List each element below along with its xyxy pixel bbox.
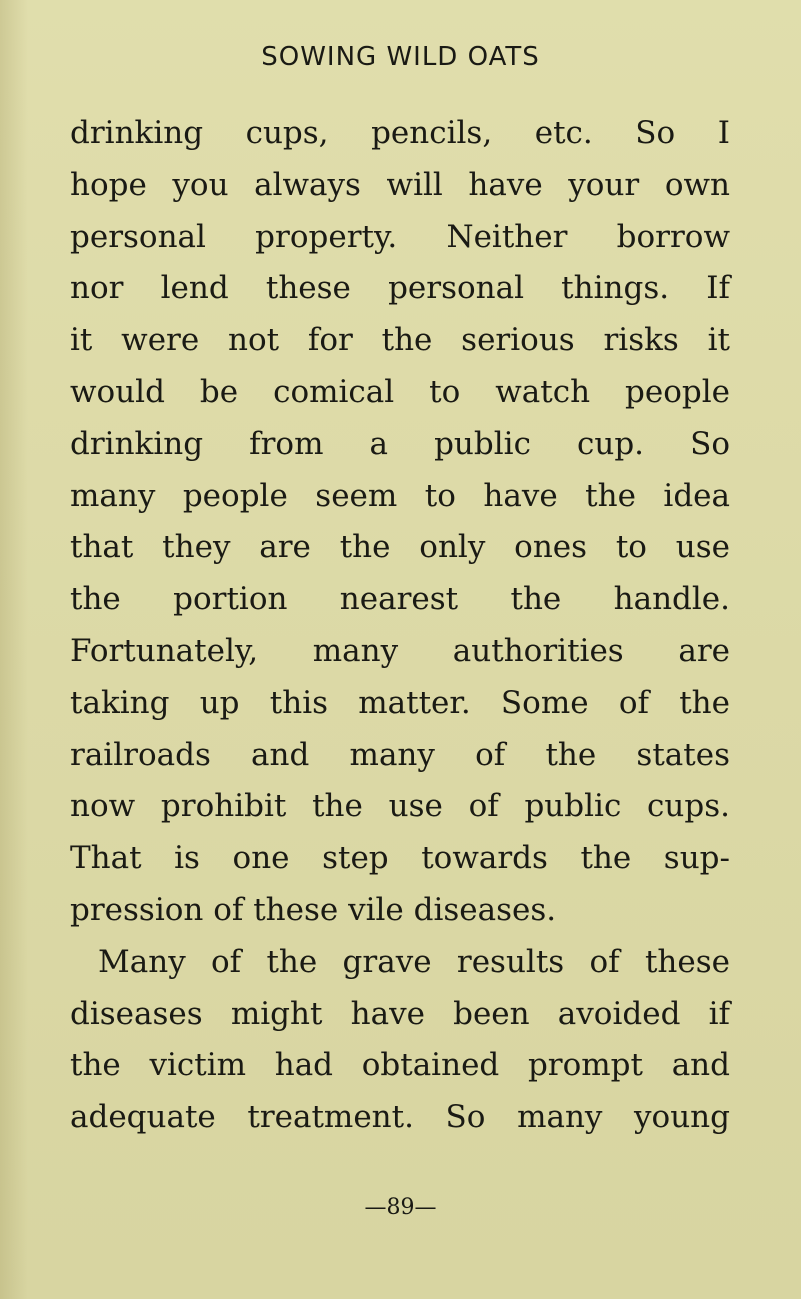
text-line: would be comical to watch people <box>70 373 730 410</box>
text-line: that they are the only ones to use <box>70 529 730 566</box>
running-head: SOWING WILD OATS <box>261 42 540 72</box>
text-line: nor lend these personal things. If <box>70 270 730 307</box>
text-line: drinking cups, pencils, etc. So I <box>70 115 730 151</box>
text-line: now prohibit the use of public cups. <box>70 788 730 825</box>
page-number: —89— <box>364 1195 437 1220</box>
text-line: it were not for the serious risks it <box>70 322 730 359</box>
text-line: railroads and many of the states <box>70 736 730 773</box>
text-line: taking up this matter. Some of the <box>70 684 730 721</box>
text-line: diseases might have been avoided if <box>70 995 730 1032</box>
body-text <box>70 108 730 1144</box>
text-line: the victim had obtained prompt and <box>70 1047 730 1084</box>
text-line: adequate treatment. So many young <box>70 1099 730 1136</box>
text-line: pression of these vile diseases. <box>70 891 557 928</box>
text-line: personal property. Neither borrow <box>70 218 730 255</box>
text-line: Many of the grave results of these <box>98 943 730 980</box>
text-line: many people seem to have the idea <box>70 477 730 514</box>
text-line: Fortunately, many authorities are <box>70 632 730 669</box>
text-line: the portion nearest the handle. <box>70 581 730 618</box>
text-line: hope you always will have your own <box>70 166 730 203</box>
text-line: drinking from a public cup. So <box>70 425 730 462</box>
text-line: That is one step towards the sup- <box>70 840 730 877</box>
